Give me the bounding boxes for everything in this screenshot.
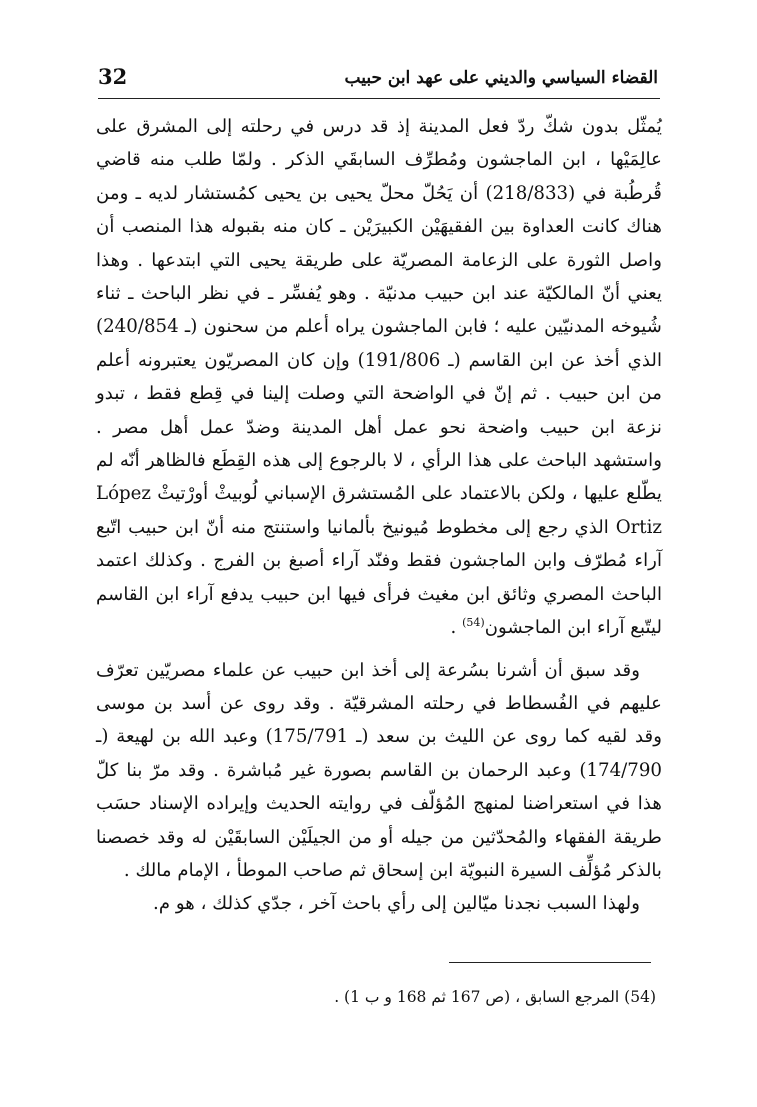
footnote [98,986,656,1008]
footnote-reference: (54) [462,616,485,630]
paragraph-3: ولهذا السبب نجدنا ميّالين إلى رأي باحث آخر ، جدّي كذلك ، هو م. [153,893,640,915]
footnote-marker: (54) [624,988,656,1006]
page-number: 32 [98,64,128,89]
paragraph-1 [96,110,662,645]
main-text [96,110,662,921]
footnote-rule [449,962,651,963]
paragraph-1-end: . [450,617,463,639]
paragraph-1-text: يُمثّل بدون شكّ ردّ فعل المدينة إذ قد درس في رحلته إلى المشرق على عالِمَيْها ، ابن الماجشون ومُطرِّف السابقَي الذكر . ولمّا طلب منه قاضي قُرطُبة في (218/833) أن يَحُلّ محلّ يحيى بن يحيى كمُستشار لديه ـ ومن هناك كانت العداوة بين الفقيهَيْن الكبيرَيْن ـ كان منه بقبوله هذا المنصب أن واصل الثورة على الزعامة المصريّة على طريقة يحيى التي ابتدعها . وهذا يعني أنّ المالكيّة عند ابن حبيب مدنيّة . وهو يُفسِّر ـ في نظر الباحث ـ ثناء شُيوخه المدنيّين عليه ؛ فابن الماجشون يراه أعلم من سحنون (ـ 240/854) الذي أخذ عن ابن القاسم (ـ 191/806) وإن كان المصريّون يعتبرونه أعلم من ابن حبيب . ثم إنّ في الواضحة التي وصلت إلينا في قِطع فقط ، تبدو نزعة ابن حبيب واضحة نحو عمل أهل المدينة وضدّ عمل أهل مصر . واستشهد الباحث على هذا الرأي ، لا بالرجوع إلى هذه القِطَع فالظاهر أنّه لم يطّلع عليها ، ولكن بالاعتماد على المُستشرق الإسباني لُوبيثْ أورْتيثْ López Ortiz الذي رجع إلى مخطوط مُيونيخ بألمانيا واستنتج منه أنّ ابن حبيب اتّبع آراء مُطرّف وابن الماجشون فقط وفنّد آراء أصبغ بن الفرج . وكذلك اعتمد الباحث المصري وثائق ابن مغيث فرأى فيها ابن حبيب يدفع آراء ابن القاسم ليتّبع آراء ابن الماجشون [96,116,662,639]
paragraph-2: وقد سبق أن أشرنا بسُرعة إلى أخذ ابن حبيب عن علماء مصريّين تعرّف عليهم في الفُسطاط في رحلته المشرقيّة . وقد روى عن أسد بن موسى وقد لقيه كما روى عن الليث بن سعد (ـ 175/791) وعبد الله بن لهيعة (ـ 174/790) وعبد الرحمان بن القاسم بصورة غير مُباشرة . وقد مرّ بنا كلّ هذا في استعراضنا لمنهج المُؤلّف في روايته الحديث وإيراده الإسناد حسَب طريقة الفقهاء والمُحدّثين من جيله أو من الجيلَيْن السابقَيْن له وقد خصصنا بالذكر مُؤلِّف السيرة النبويّة ابن إسحاق ثم صاحب الموطأ ، الإمام مالك . [96,659,662,881]
page-header [98,64,658,98]
running-title: القضاء السياسي والديني على عهد ابن حبيب [344,68,658,88]
footnote-text: المرجع السابق ، (ص 167 ثم 168 و ب 1) . [334,988,620,1006]
header-rule [98,98,660,99]
